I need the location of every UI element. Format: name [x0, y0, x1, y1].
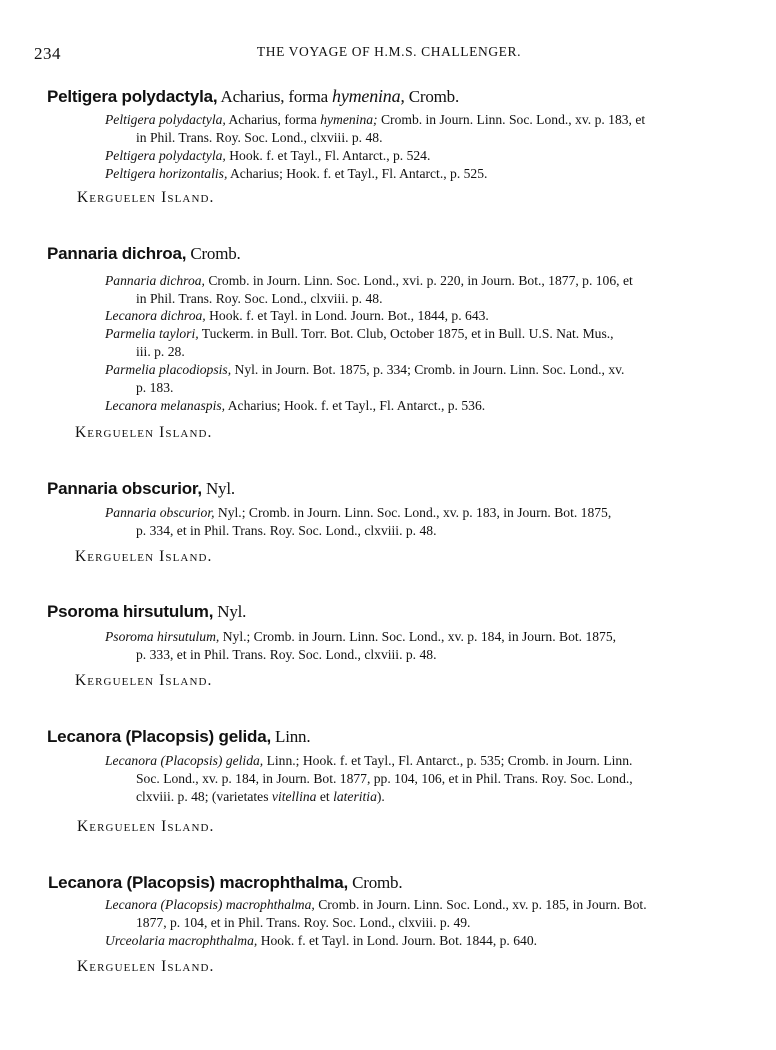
synonym-reference: Psoroma hirsutulum, Nyl.; Cromb. in Journ. Linn. Soc. Lond., xv. p. 184, in Journ. Bot. 1875, p. 333, et in Phil. Trans. Roy. Soc. Lond., clxviii. p. 48.	[105, 629, 617, 662]
species-name: Pannaria dichroa,	[47, 244, 187, 263]
synonym-reference: Parmelia placodiopsis, Nyl. in Journ. Bot. 1875, p. 334; Cromb. in Journ. Linn. Soc. Lond., xv. p. 183.	[105, 362, 625, 395]
species-name: Lecanora (Placopsis) macrophthalma,	[48, 873, 349, 892]
locality: Kerguelen Island.	[75, 548, 213, 565]
species-title: Psoroma hirsutulum, Nyl.	[47, 602, 247, 621]
page-number: 234	[34, 44, 61, 63]
species-name: Peltigera polydactyla,	[47, 87, 218, 106]
synonym-reference: Peltigera polydactyla, Acharius, forma hymenina; Cromb. in Journ. Linn. Soc. Lond., xv. p. 183, et in Phil. Trans. Roy. Soc. Lond., clxviii. p. 48.	[105, 112, 646, 145]
species-title: Peltigera polydactyla, Acharius, forma hymenina, Cromb.	[47, 86, 460, 106]
synonym-reference: Pannaria obscurior, Nyl.; Cromb. in Journ. Linn. Soc. Lond., xv. p. 183, in Journ. Bot. 1875, p. 334, et in Phil. Trans. Roy. Soc. Lond., clxviii. p. 48.	[105, 505, 612, 538]
species-title: Lecanora (Placopsis) macrophthalma, Cromb.	[48, 873, 403, 892]
locality: Kerguelen Island.	[75, 672, 213, 689]
running-head: THE VOYAGE OF H.M.S. CHALLENGER.	[256, 44, 522, 59]
synonym-reference: Pannaria dichroa, Cromb. in Journ. Linn. Soc. Lond., xvi. p. 220, in Journ. Bot., 1877, p. 106, et in Phil. Trans. Roy. Soc. Lond., clxviii. p. 48.	[105, 273, 633, 306]
locality: Kerguelen Island.	[77, 189, 215, 206]
synonym-reference: Lecanora (Placopsis) macrophthalma, Cromb. in Journ. Linn. Soc. Lond., xv. p. 185, in Journ. Bot. 1877, p. 104, et in Phil. Trans. Roy. Soc. Lond., clxviii. p. 49.	[105, 897, 647, 930]
synonym-reference: Peltigera polydactyla, Hook. f. et Tayl., Fl. Antarct., p. 524.	[105, 148, 431, 163]
locality: Kerguelen Island.	[77, 958, 215, 975]
species-title: Lecanora (Placopsis) gelida, Linn.	[47, 727, 311, 746]
species-title: Pannaria obscurior, Nyl.	[47, 479, 235, 498]
synonym-reference: Urceolaria macrophthalma, Hook. f. et Tayl. in Lond. Journ. Bot. 1844, p. 640.	[105, 933, 538, 948]
synonym-reference: Lecanora dichroa, Hook. f. et Tayl. in Lond. Journ. Bot., 1844, p. 643.	[105, 308, 489, 323]
synonym-reference: Lecanora (Placopsis) gelida, Linn.; Hook. f. et Tayl., Fl. Antarct., p. 535; Cromb. in Journ. Linn. Soc. Lond., xv. p. 184, in Journ. Bot. 1877, pp. 104, 106, et in Phil. Trans. Roy. Soc. Lond., clxviii. p. 48; (varietates vitellina et lateritia).	[105, 753, 633, 804]
synonym-reference: Lecanora melanaspis, Acharius; Hook. f. et Tayl., Fl. Antarct., p. 536.	[105, 398, 486, 413]
species-name: Psoroma hirsutulum,	[47, 602, 214, 621]
locality: Kerguelen Island.	[77, 818, 215, 835]
species-title: Pannaria dichroa, Cromb.	[47, 244, 241, 263]
page-header	[34, 44, 744, 68]
locality: Kerguelen Island.	[75, 424, 213, 441]
synonym-reference: Parmelia taylori, Tuckerm. in Bull. Torr. Bot. Club, October 1875, et in Bull. U.S. Nat. Mus., iii. p. 28.	[105, 326, 614, 359]
species-name: Pannaria obscurior,	[47, 479, 202, 498]
synonym-reference: Peltigera horizontalis, Acharius; Hook. f. et Tayl., Fl. Antarct., p. 525.	[105, 166, 488, 181]
species-name: Lecanora (Placopsis) gelida,	[47, 727, 271, 746]
